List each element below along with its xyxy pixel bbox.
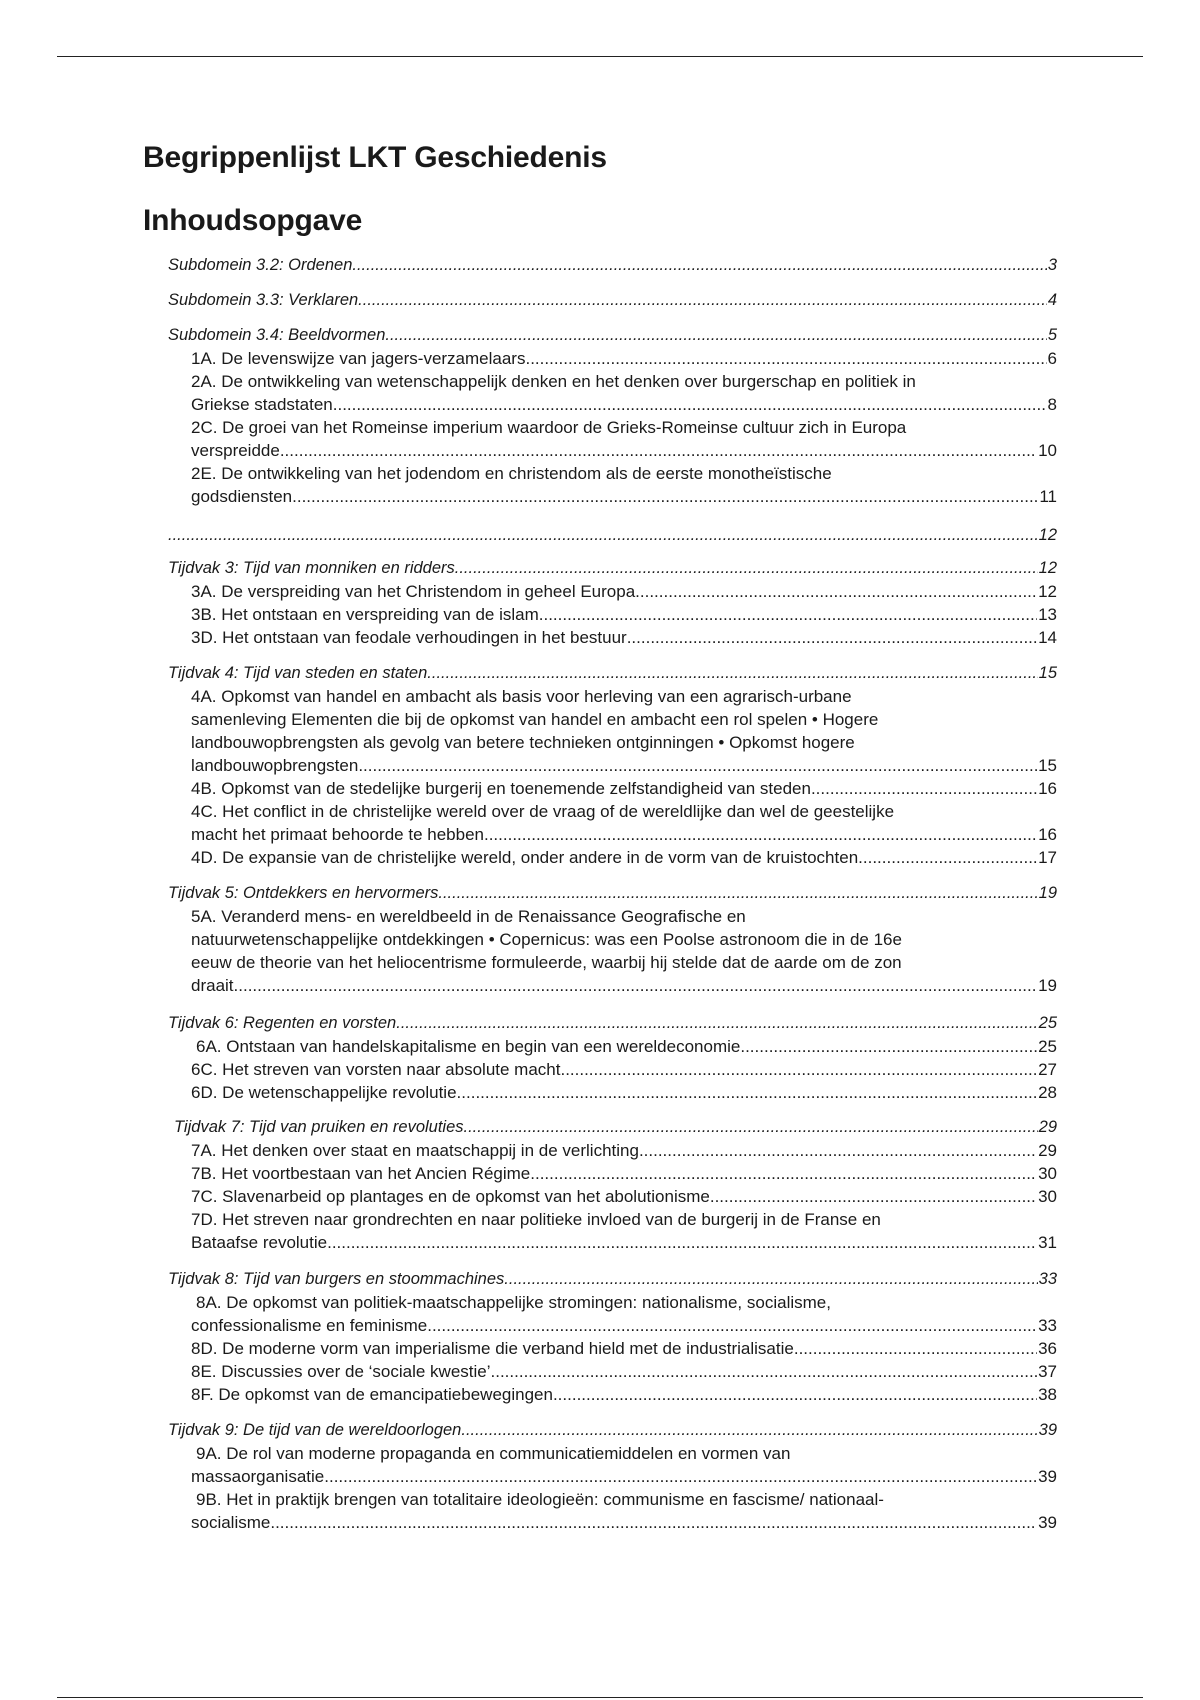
toc-entry[interactable]: 4D. De expansie van de christelijke wereld, onder andere in de vorm van de kruistochten ..... 17 xyxy=(191,846,1057,869)
toc-section-entry[interactable]: Tijdvak 6: Regenten en vorsten ..... 25 xyxy=(168,1012,1057,1035)
page-number: 8 xyxy=(1047,395,1057,414)
toc-section-entry[interactable]: Tijdvak 3: Tijd van monniken en ridders ..... 12 xyxy=(168,557,1057,580)
toc-entry[interactable]: 6C. Het streven van vorsten naar absolute macht ..... 27 xyxy=(191,1058,1057,1081)
page-number: 29 xyxy=(1038,1141,1057,1160)
toc-section-entry[interactable]: Tijdvak 9: De tijd van de wereldoorlogen ..... 39 xyxy=(168,1419,1057,1442)
page-number: 25 xyxy=(1038,1037,1057,1056)
toc-entry[interactable]: 4A. Opkomst van handel en ambacht als basis voor herleving van een agrarisch-urbane samenleving Elementen die bij de opkomst van handel en ambacht een rol spelen • Hogere landbouwopbrengsten als gevolg van betere technieken ontginningen • Opkomst hogere landbouwopbrengsten ..... 15 xyxy=(191,685,1057,777)
toc-entry[interactable]: 8A. De opkomst van politiek-maatschappelijke stromingen: nationalisme, socialisme, confessionalisme en feminisme ..... 33 xyxy=(191,1291,1057,1337)
page-number: 12 xyxy=(1038,559,1057,577)
page-number: 17 xyxy=(1038,848,1057,867)
page-number: 38 xyxy=(1038,1385,1057,1404)
page-number: 4 xyxy=(1047,291,1057,309)
toc-entry[interactable]: 1A. De levenswijze van jagers-verzamelaars ..... 6 xyxy=(191,347,1057,370)
toc-entry[interactable]: 5A. Veranderd mens- en wereldbeeld in de Renaissance Geografische en natuurwetenschappelijke ontdekkingen • Copernicus: was een Poolse astronoom die in de 16e eeuw de theorie van het heliocentrisme formuleerde, waarbij hij stelde dat de aarde om de zon draait ..... 19 xyxy=(191,905,1057,997)
page-number: 39 xyxy=(1038,1421,1057,1439)
page-number: 30 xyxy=(1038,1187,1057,1206)
page-number: 16 xyxy=(1038,825,1057,844)
toc-entry[interactable]: 7A. Het denken over staat en maatschappij in de verlichting ..... 29 xyxy=(191,1139,1057,1162)
toc-entry[interactable]: 2C. De groei van het Romeinse imperium waardoor de Grieks-Romeinse cultuur zich in Europa verspreidde ..... 10 xyxy=(191,416,1057,462)
page-number: 39 xyxy=(1038,1467,1057,1486)
page-number: 37 xyxy=(1038,1362,1057,1381)
toc-entry[interactable]: 8F. De opkomst van de emancipatiebewegingen ..... 38 xyxy=(191,1383,1057,1406)
toc-entry[interactable]: 9A. De rol van moderne propaganda en communicatiemiddelen en vormen van massaorganisatie ..... 39 xyxy=(191,1442,1057,1488)
page-number: 33 xyxy=(1038,1270,1057,1288)
page-number: 15 xyxy=(1038,664,1057,682)
toc-entry[interactable]: 3B. Het ontstaan en verspreiding van de islam ..... 13 xyxy=(191,603,1057,626)
page-number: 3 xyxy=(1047,256,1057,274)
page-number: 19 xyxy=(1038,884,1057,902)
document-title: Begrippenlijst LKT Geschiedenis xyxy=(143,141,607,174)
toc-entry[interactable]: 7B. Het voortbestaan van het Ancien Régime ..... 30 xyxy=(191,1162,1057,1185)
page-number: 33 xyxy=(1038,1316,1057,1335)
page-number: 14 xyxy=(1038,628,1057,647)
page-number: 28 xyxy=(1038,1083,1057,1102)
toc-entry[interactable]: 6A. Ontstaan van handelskapitalisme en begin van een wereldeconomie ..... 25 xyxy=(196,1035,1057,1058)
page-number: 16 xyxy=(1038,779,1057,798)
toc-section-entry[interactable]: Tijdvak 5: Ontdekkers en hervormers ..... 19 xyxy=(168,882,1057,905)
toc-section-entry[interactable]: Subdomein 3.4: Beeldvormen ..... 5 xyxy=(168,324,1057,347)
page-number: 6 xyxy=(1047,349,1057,368)
toc-section-entry[interactable] xyxy=(168,524,1057,547)
page-number: 10 xyxy=(1038,441,1057,460)
page-number: 5 xyxy=(1047,326,1057,344)
toc-heading: Inhoudsopgave xyxy=(143,204,363,237)
page-number: 30 xyxy=(1038,1164,1057,1183)
toc-entry[interactable]: 8D. De moderne vorm van imperialisme die verband hield met de industrialisatie ..... 36 xyxy=(191,1337,1057,1360)
page-number: 13 xyxy=(1038,605,1057,624)
footer-rule xyxy=(57,1697,1143,1698)
toc-entry[interactable]: 7D. Het streven naar grondrechten en naar politieke invloed van de burgerij in de Franse en Bataafse revolutie ..... 31 xyxy=(191,1208,1057,1254)
toc-entry[interactable]: 4B. Opkomst van de stedelijke burgerij en toenemende zelfstandigheid van steden ..... 16 xyxy=(191,777,1057,800)
page-number: 31 xyxy=(1038,1233,1057,1252)
page-number: 36 xyxy=(1038,1339,1057,1358)
toc-entry[interactable]: 7C. Slavenarbeid op plantages en de opkomst van het abolutionisme ..... 30 xyxy=(191,1185,1057,1208)
toc-entry[interactable]: 3A. De verspreiding van het Christendom in geheel Europa ..... 12 xyxy=(191,580,1057,603)
toc-section-entry[interactable]: Subdomein 3.2: Ordenen ..... 3 xyxy=(168,254,1057,277)
page-number: 29 xyxy=(1038,1118,1057,1136)
toc-entry[interactable]: 9B. Het in praktijk brengen van totalitaire ideologieën: communisme en fascisme/ nationaal- socialisme ..... 39 xyxy=(191,1488,1057,1534)
toc-entry[interactable]: 3D. Het ontstaan van feodale verhoudingen in het bestuur ..... 14 xyxy=(191,626,1057,649)
page-number: 12 xyxy=(1038,526,1057,544)
page-number: 11 xyxy=(1039,487,1057,506)
page-number: 27 xyxy=(1038,1060,1057,1079)
page-number: 19 xyxy=(1038,976,1057,995)
toc-section-entry[interactable]: Subdomein 3.3: Verklaren ..... 4 xyxy=(168,289,1057,312)
toc-entry[interactable]: 2E. De ontwikkeling van het jodendom en christendom als de eerste monotheïstische godsdiensten ..... 11 xyxy=(191,462,1057,508)
toc-section-entry[interactable]: Tijdvak 8: Tijd van burgers en stoommachines ..... 33 xyxy=(168,1268,1057,1291)
toc-section-entry[interactable]: Tijdvak 7: Tijd van pruiken en revoluties ..... 29 xyxy=(174,1116,1057,1139)
page-number: 25 xyxy=(1038,1014,1057,1032)
page-number: 39 xyxy=(1038,1513,1057,1532)
page-number: 15 xyxy=(1038,756,1057,775)
page-number: 12 xyxy=(1038,582,1057,601)
toc-entry[interactable]: 4C. Het conflict in de christelijke wereld over de vraag of de wereldlijke dan wel de geestelijke macht het primaat behoorde te hebben ..... 16 xyxy=(191,800,1057,846)
toc-section-entry[interactable]: Tijdvak 4: Tijd van steden en staten ..... 15 xyxy=(168,662,1057,685)
toc-entry[interactable]: 2A. De ontwikkeling van wetenschappelijk denken en het denken over burgerschap en politiek in Griekse stadstaten ..... 8 xyxy=(191,370,1057,416)
toc-entry[interactable]: 8E. Discussies over de ‘sociale kwestie’ ..... 37 xyxy=(191,1360,1057,1383)
toc-entry[interactable]: 6D. De wetenschappelijke revolutie ..... 28 xyxy=(191,1081,1057,1104)
